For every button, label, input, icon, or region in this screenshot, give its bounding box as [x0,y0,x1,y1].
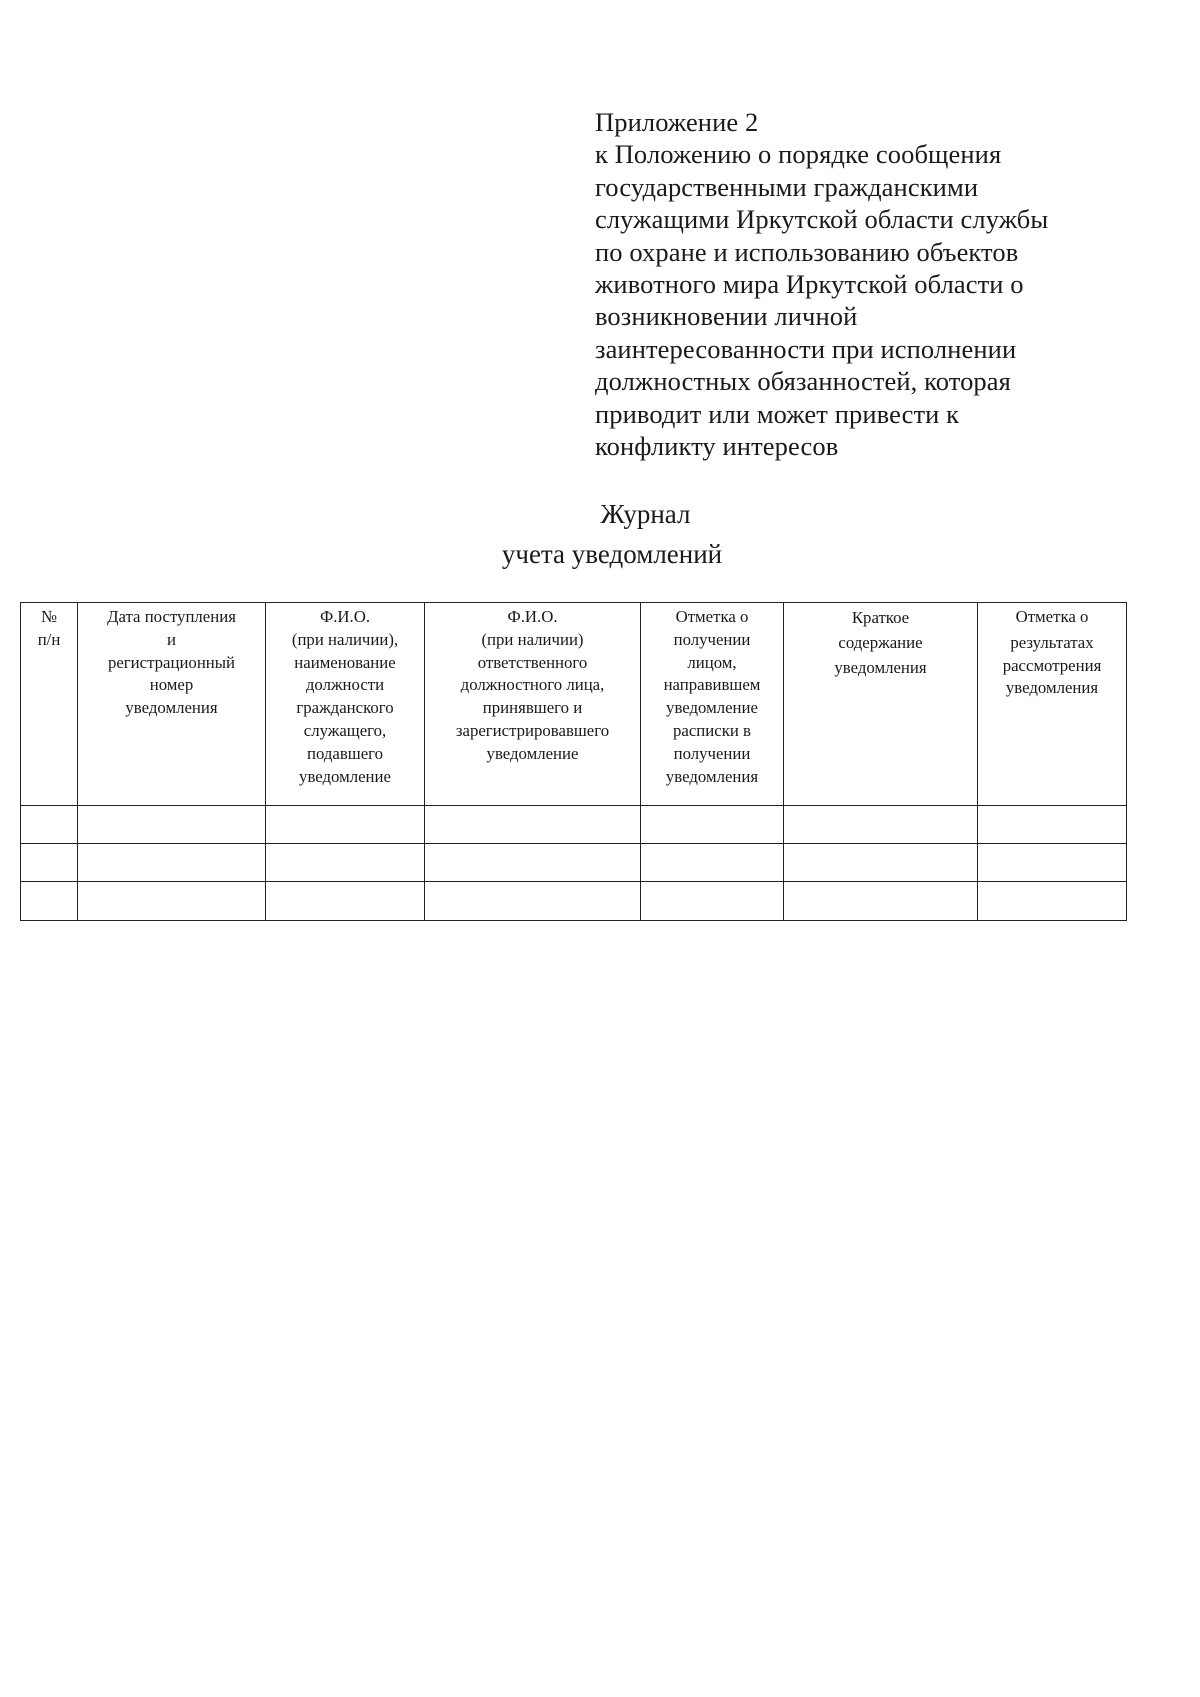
table-row [21,806,1127,844]
table-cell [978,882,1127,921]
table-cell [978,806,1127,844]
table-header-row [21,603,1127,806]
appendix-line: возникновении личной [595,301,858,332]
column-header-number: № п/н [21,603,78,806]
table-cell [78,844,266,882]
table-cell [266,882,425,921]
column-header-submitter: Ф.И.О. (при наличии), наименование должности гражданского служащего, подавшего уведомление [266,603,425,806]
appendix-line: конфликту интересов [595,431,839,462]
notifications-journal-table [20,602,1127,921]
appendix-header [595,106,1115,462]
column-header-review-results: Отметка о результатах рассмотрения уведомления [978,603,1127,806]
table-cell [425,806,641,844]
table-cell [784,882,978,921]
table-cell [784,806,978,844]
appendix-line: служащими Иркутской области службы [595,204,1049,235]
table-cell [78,806,266,844]
appendix-line: животного мира Иркутской области о [595,269,1024,300]
table-cell [425,844,641,882]
table-cell [21,882,78,921]
journal-subtitle: учета уведомлений [501,539,723,569]
appendix-line: к Положению о порядке сообщения [595,139,1002,170]
column-header-receipt-date: Дата поступления и регистрационный номер уведомления [78,603,266,806]
appendix-line: государственными гражданскими [595,171,979,202]
appendix-line: Приложение 2 [595,107,759,137]
column-header-summary: Краткое содержание уведомления [784,603,978,806]
table-cell [641,844,784,882]
table-cell [266,844,425,882]
table-cell [978,844,1127,882]
column-header-responsible-official: Ф.И.О. (при наличии) ответственного должностного лица, принявшего и зарегистрировавшего уведомление [425,603,641,806]
journal-title: Журнал [600,499,691,529]
table-cell [641,882,784,921]
table-cell [21,806,78,844]
appendix-line: приводит или может привести к [595,398,960,429]
table-cell [78,882,266,921]
table-cell [266,806,425,844]
column-header-receipt-mark: Отметка о получении лицом, направившем уведомление расписки в получении уведомления [641,603,784,806]
table-cell [425,882,641,921]
table-cell [784,844,978,882]
appendix-line: должностных обязанностей, которая [595,366,1011,397]
appendix-line: заинтересованности при исполнении [595,333,1017,364]
table-row [21,882,1127,921]
table-cell [641,806,784,844]
table-cell [21,844,78,882]
appendix-line: по охране и использованию объектов [595,236,1019,267]
table-row [21,844,1127,882]
